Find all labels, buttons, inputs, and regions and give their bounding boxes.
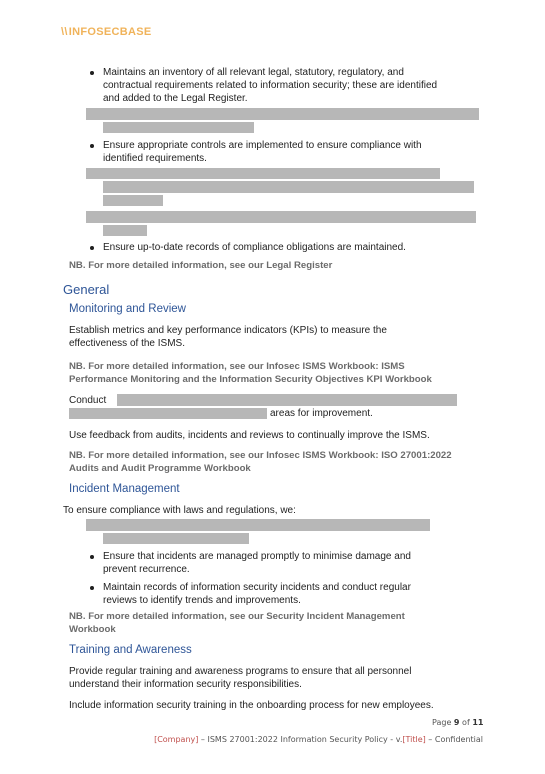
redacted-block xyxy=(103,195,163,206)
redacted-block xyxy=(103,181,474,193)
redacted-block xyxy=(103,122,254,133)
subsection-heading-training: Training and Awareness xyxy=(69,644,192,656)
page-current: 9 xyxy=(453,718,460,727)
text-line: NB. For more detailed information, see our Infosec ISMS Workbook: ISO 27001:2022 xyxy=(69,450,452,461)
text-line: Maintains an inventory of all relevant legal, statutory, regulatory, and xyxy=(103,67,404,78)
subsection-heading-incident: Incident Management xyxy=(69,483,180,495)
redacted-block xyxy=(86,168,440,179)
redacted-block xyxy=(86,211,476,223)
text-line: NB. For more detailed information, see our Infosec ISMS Workbook: ISMS xyxy=(69,361,405,372)
text-line: Ensure that incidents are managed promptly to minimise damage and xyxy=(103,551,411,562)
page-total: 11 xyxy=(472,718,484,727)
redacted-block xyxy=(117,394,457,406)
bullet-dot xyxy=(90,71,94,75)
text-line: Workbook xyxy=(69,624,116,635)
text-line: contractual requirements related to information security; these are identified xyxy=(103,80,438,91)
footer-confidential: – Confidential xyxy=(425,735,483,744)
paragraph-onboarding: Include information security training in the onboarding process for new employees. xyxy=(69,700,434,711)
footer-document-info xyxy=(154,735,483,744)
list-item-records: Ensure up-to-date records of compliance obligations are maintained. xyxy=(103,242,406,253)
paragraph-incident-intro: To ensure compliance with laws and regulations, we: xyxy=(63,505,296,516)
logo-text: INFOSECBASE xyxy=(68,26,152,38)
list-item-controls xyxy=(103,139,503,165)
conduct-prefix: Conduct xyxy=(69,395,107,406)
text-line: Performance Monitoring and the Information Security Objectives KPI Workbook xyxy=(69,374,432,385)
footer-policy-title: – ISMS 27001:2022 Information Security Policy - v. xyxy=(198,735,403,744)
bullet-dot xyxy=(90,555,94,559)
note-legal-register: NB. For more detailed information, see our Legal Register xyxy=(69,260,333,271)
text-line: Ensure appropriate controls are implemented to ensure compliance with xyxy=(103,140,422,151)
text-line: identified requirements. xyxy=(103,153,207,164)
note-isms-workbook xyxy=(69,360,509,386)
bullet-dot xyxy=(90,246,94,250)
text-line: Audits and Audit Programme Workbook xyxy=(69,463,251,474)
page-number xyxy=(432,718,483,727)
text-line: reviews to identify trends and improvements. xyxy=(103,595,301,606)
bullet-dot xyxy=(90,144,94,148)
logo-mark-icon: \\ xyxy=(61,26,68,38)
text-line: Provide regular training and awareness programs to ensure that all personnel xyxy=(69,666,412,677)
bullet-dot xyxy=(90,586,94,590)
page-of: of xyxy=(462,718,470,727)
text-line: Maintain records of information security incidents and conduct regular xyxy=(103,582,411,593)
note-incident-workbook xyxy=(69,610,509,636)
text-line: effectiveness of the ISMS. xyxy=(69,338,185,349)
conduct-suffix: areas for improvement. xyxy=(270,408,373,419)
text-line: NB. For more detailed information, see our Security Incident Management xyxy=(69,611,405,622)
redacted-block xyxy=(103,533,249,544)
paragraph-feedback: Use feedback from audits, incidents and reviews to continually improve the ISMS. xyxy=(69,430,430,441)
text-line: Establish metrics and key performance indicators (KPIs) to measure the xyxy=(69,325,387,336)
section-heading-general: General xyxy=(63,282,110,297)
paragraph-metrics xyxy=(69,324,489,350)
redacted-block xyxy=(103,225,147,236)
text-line: and added to the Legal Register. xyxy=(103,93,248,104)
redacted-block xyxy=(69,408,267,419)
page-label: Page xyxy=(432,718,452,727)
footer-title: [Title] xyxy=(402,735,426,744)
redacted-block xyxy=(86,108,479,120)
paragraph-training xyxy=(69,665,509,691)
list-item-legal-inventory xyxy=(103,66,503,105)
note-audits-workbook xyxy=(69,449,509,475)
list-item-incident-records xyxy=(103,581,503,607)
text-line: prevent recurrence. xyxy=(103,564,190,575)
subsection-heading-monitoring: Monitoring and Review xyxy=(69,303,186,315)
redacted-block xyxy=(86,519,430,531)
list-item-incidents-managed xyxy=(103,550,503,576)
text-line: understand their information security responsibilities. xyxy=(69,679,302,690)
footer-company: [Company] xyxy=(154,735,199,744)
company-logo xyxy=(61,26,151,38)
